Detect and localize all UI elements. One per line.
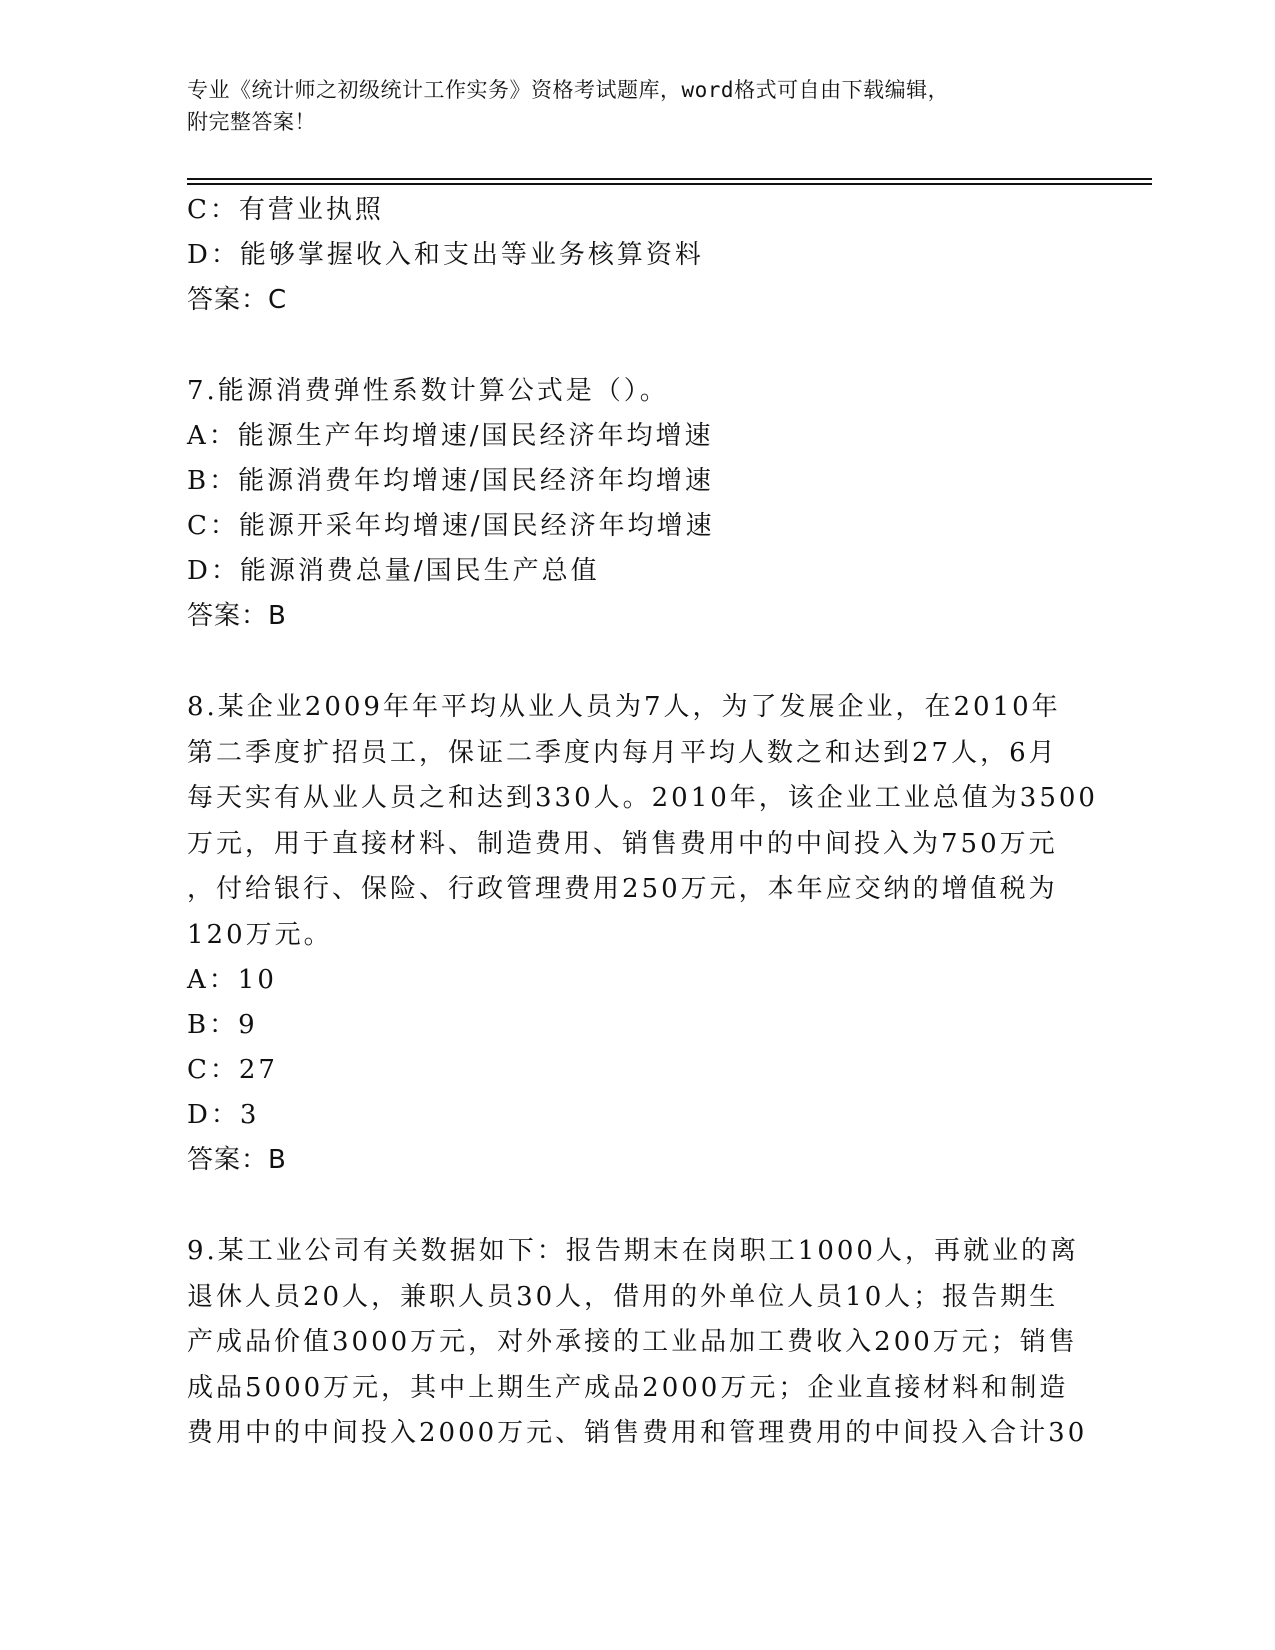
spacer [187,323,1087,369]
q6-option-c: C：有营业执照 [187,195,384,225]
q7-option-c: C：能源开采年均增速/国民经济年均增速 [187,511,715,541]
q8-stem-line: 第二季度扩招员工，保证二季度内每月平均人数之和达到27人，6月 [187,737,1058,768]
q8-answer: 答案：B [187,1145,287,1175]
q7-answer: 答案：B [187,601,287,631]
q8-option-c: C：27 [187,1055,278,1085]
q8-option-a: A：10 [187,965,277,995]
q6-answer: 答案：C [187,285,288,315]
q7-option-a: A：能源生产年均增速/国民经济年均增速 [187,421,714,451]
q8-stem [187,685,1098,958]
header-rule-top [187,178,1152,180]
q9-stem-line: 产成品价值3000万元，对外承接的工业品加工费收入200万元；销售 [187,1327,1078,1357]
spacer [187,1183,1087,1229]
question-8-block [187,685,1098,1183]
q7-option-d: D：能源消费总量/国民生产总值 [187,556,600,586]
q7-option-b: B：能源消费年均增速/国民经济年均增速 [187,466,714,496]
q9-stem-line: 成品5000万元，其中上期生产成品2000万元；企业直接材料和制造 [187,1372,1069,1403]
question-6-block [187,188,1087,323]
q8-option-b: B：9 [187,1010,258,1040]
q9-stem [187,1229,1087,1457]
question-7-block [187,369,1087,639]
question-content [187,188,1098,1457]
q8-stem-line: 120万元。 [187,919,333,950]
q8-stem-line: 万元，用于直接材料、制造费用、销售费用中的中间投入为750万元 [187,828,1058,859]
q9-stem-line: 9.某工业公司有关数据如下：报告期末在岗职工1000人，再就业的离 [187,1236,1079,1266]
header-rule-bottom [187,183,1152,185]
q8-stem-line: 8.某企业2009年年平均从业人员为7人，为了发展企业，在2010年 [187,692,1061,722]
q9-stem-line: 费用中的中间投入2000万元、销售费用和管理费用的中间投入合计30 [187,1418,1088,1448]
spacer [187,639,1087,685]
q6-option-d: D：能够掌握收入和支出等业务核算资料 [187,240,704,270]
document-header [187,74,1087,138]
header-line-2: 附完整答案！ [187,110,316,134]
q8-option-d: D：3 [187,1100,260,1130]
question-9-block [187,1229,1087,1457]
q8-stem-line: ，付给银行、保险、行政管理费用250万元，本年应交纳的增值税为 [187,874,1058,904]
q9-stem-line: 退休人员20人，兼职人员30人，借用的外单位人员10人；报告期生 [187,1281,1059,1312]
q8-stem-line: 每天实有从业人员之和达到330人。2010年，该企业工业总值为3500 [187,783,1098,813]
header-line-1: 专业《统计师之初级统计工作实务》资格考试题库，word格式可自由下载编辑， [187,78,950,102]
q7-stem: 7.能源消费弹性系数计算公式是（）。 [187,376,669,406]
